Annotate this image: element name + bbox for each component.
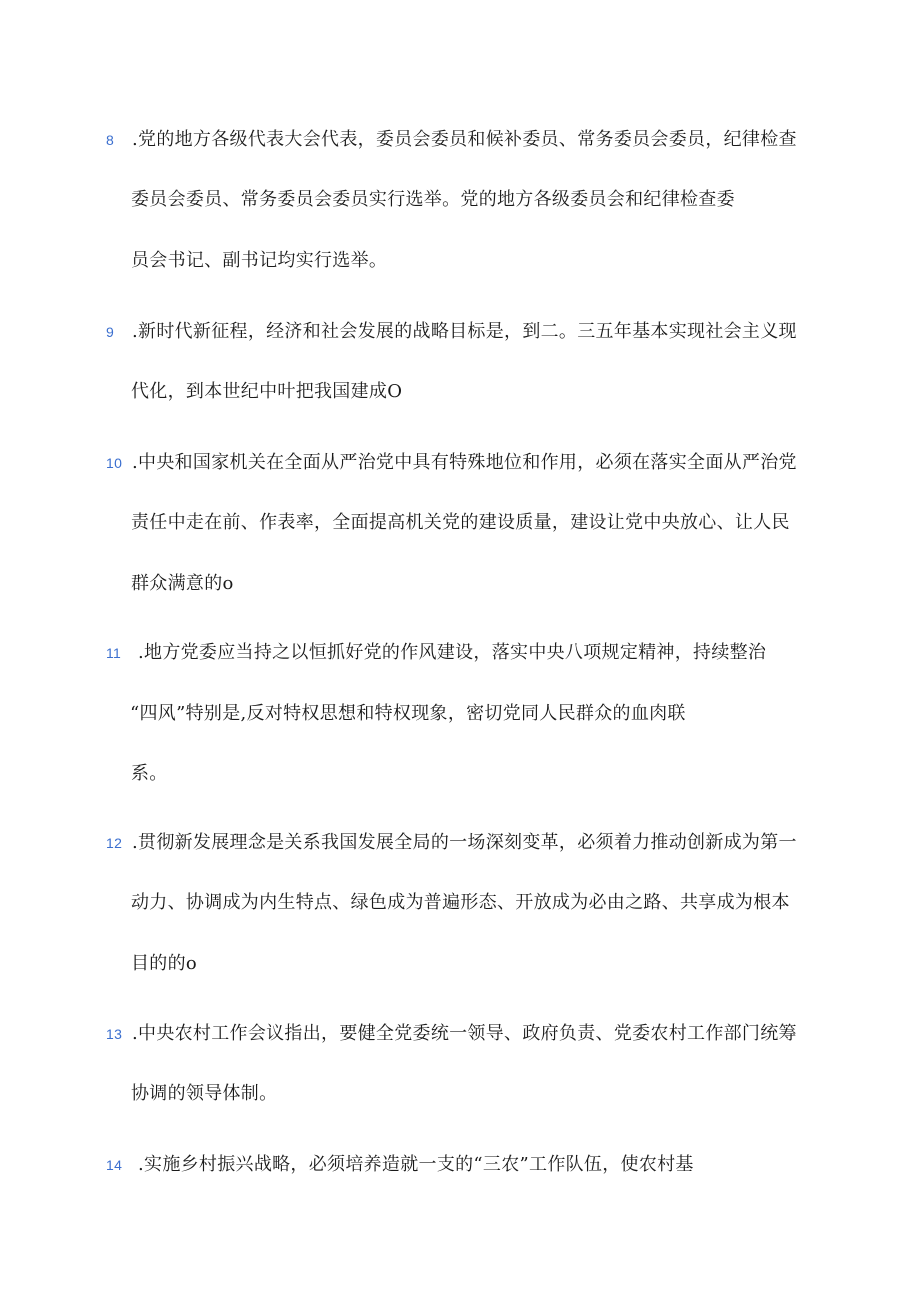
item-text: .实施乡村振兴战略，必须培养造就一支的“三农”工作队伍，使农村基 bbox=[138, 1154, 694, 1175]
item-text: 员会书记、副书记均实行选举。 bbox=[131, 250, 388, 271]
item-number: 9 bbox=[106, 324, 115, 340]
item-9-line-1 bbox=[106, 320, 797, 344]
item-10-line-3 bbox=[131, 572, 234, 596]
item-text: .地方党委应当持之以恒抓好党的作风建设，落实中央八项规定精神，持续整治 bbox=[138, 642, 767, 663]
item-text: “四风”特别是,反对特权思想和特权现象，密切党同人民群众的血肉联 bbox=[130, 703, 686, 724]
item-text: 动力、协调成为内生特点、绿色成为普遍形态、开放成为必由之路、共享成为根本 bbox=[131, 892, 790, 913]
item-14-line-1 bbox=[106, 1153, 694, 1177]
item-10-line-1 bbox=[106, 451, 797, 475]
item-12-line-3 bbox=[131, 952, 197, 976]
item-8-line-3 bbox=[131, 249, 387, 273]
item-text: 系。 bbox=[131, 763, 168, 784]
item-text: .中央农村工作会议指出，要健全党委统一领导、政府负责、党委农村工作部门统筹 bbox=[132, 1023, 797, 1044]
item-text: 协调的领导体制。 bbox=[131, 1083, 278, 1104]
item-number: 11 bbox=[106, 645, 122, 661]
item-text: .贯彻新发展理念是关系我国发展全局的一场深刻变革，必须着力推动创新成为第一 bbox=[132, 832, 797, 853]
item-11-line-1 bbox=[106, 641, 766, 665]
item-11-line-3 bbox=[131, 762, 168, 786]
item-number: 8 bbox=[106, 132, 115, 148]
item-text: .党的地方各级代表大会代表，委员会委员和候补委员、常务委员会委员，纪律检查 bbox=[132, 129, 797, 150]
item-number: 12 bbox=[106, 835, 123, 851]
item-13-line-1 bbox=[106, 1022, 797, 1046]
item-8-line-1 bbox=[106, 128, 797, 152]
item-text: 群众满意的o bbox=[131, 573, 234, 594]
item-text: 代化，到本世纪中叶把我国建成O bbox=[131, 381, 403, 402]
item-11-line-2 bbox=[130, 702, 686, 726]
item-10-line-2 bbox=[131, 511, 790, 535]
item-13-line-2 bbox=[131, 1082, 277, 1106]
item-12-line-2 bbox=[131, 891, 790, 915]
item-number: 14 bbox=[106, 1157, 123, 1173]
item-number: 13 bbox=[106, 1026, 123, 1042]
item-text: 责任中走在前、作表率，全面提高机关党的建设质量，建设让党中央放心、让人民 bbox=[131, 512, 790, 533]
item-text: .新时代新征程，经济和社会发展的战略目标是，到二。三五年基本实现社会主义现 bbox=[132, 321, 797, 342]
item-number: 10 bbox=[106, 455, 123, 471]
item-text: 目的的o bbox=[131, 953, 198, 974]
item-text: 委员会委员、常务委员会委员实行选举。党的地方各级委员会和纪律检查委 bbox=[131, 189, 735, 210]
item-8-line-2 bbox=[131, 188, 735, 212]
item-text: .中央和国家机关在全面从严治党中具有特殊地位和作用，必须在落实全面从严治党 bbox=[132, 452, 797, 473]
item-12-line-1 bbox=[106, 831, 797, 855]
item-9-line-2 bbox=[131, 380, 402, 404]
